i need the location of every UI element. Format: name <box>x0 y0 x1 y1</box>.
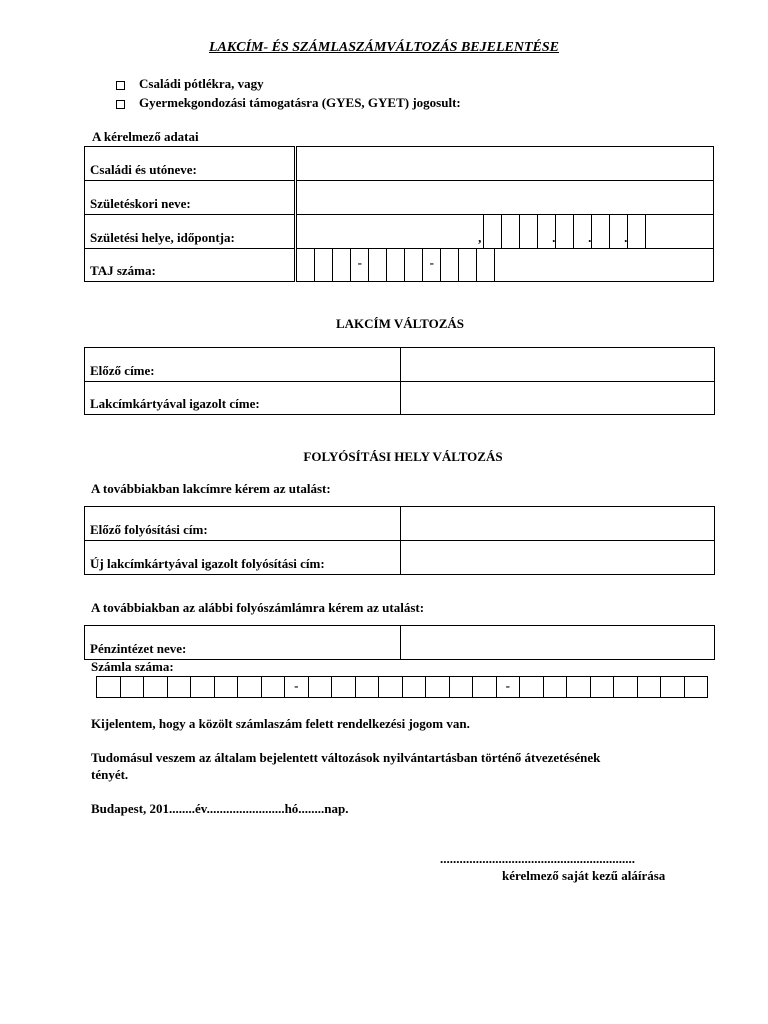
dot-separator: . <box>588 230 592 245</box>
account-digit-cell[interactable] <box>685 677 708 697</box>
comma-separator: , <box>478 230 482 245</box>
previous-payment-row <box>85 507 715 541</box>
account-digit-cell[interactable] <box>121 677 145 697</box>
taj-digit-cell[interactable] <box>351 249 369 281</box>
form-title: LAKCÍM- ÉS SZÁMLASZÁMVÁLTOZÁS BEJELENTÉSE <box>209 40 559 55</box>
account-digit-cell[interactable] <box>238 677 262 697</box>
new-payment-row <box>85 541 715 575</box>
account-digit-cell[interactable] <box>262 677 286 697</box>
date-digit-cell[interactable] <box>484 215 502 248</box>
account-digit-cell[interactable] <box>97 677 121 697</box>
account-digit-cell[interactable] <box>567 677 591 697</box>
date-digit-cell[interactable] <box>628 215 646 248</box>
checkbox-icon[interactable] <box>116 81 125 90</box>
new-payment-field[interactable] <box>400 541 714 575</box>
bank-table <box>84 625 715 660</box>
institution-label: Pénzintézet neve: <box>85 626 401 660</box>
account-digit-cell[interactable] <box>285 677 309 697</box>
account-digit-cell[interactable] <box>473 677 497 697</box>
new-payment-label: Új lakcímkártyával igazolt folyósítási cím: <box>85 541 401 575</box>
taj-digit-cell[interactable] <box>459 249 477 281</box>
previous-payment-field[interactable] <box>400 507 714 541</box>
card-address-field[interactable] <box>400 382 714 415</box>
previous-address-label: Előző címe: <box>85 348 401 382</box>
checkbox-family-allowance[interactable] <box>116 76 264 92</box>
dash-separator: - <box>505 678 510 693</box>
taj-blank-area <box>495 249 713 281</box>
date-digit-cell[interactable] <box>610 215 628 248</box>
dash-separator: - <box>357 255 362 270</box>
account-digit-cell[interactable] <box>591 677 615 697</box>
payment-change-table <box>84 506 715 575</box>
taj-digit-cell[interactable] <box>297 249 315 281</box>
previous-payment-label: Előző folyósítási cím: <box>85 507 401 541</box>
account-digit-cell[interactable] <box>450 677 474 697</box>
signature-line[interactable]: ............................................................ <box>440 851 635 866</box>
taj-field[interactable] <box>296 249 714 282</box>
taj-digit-cell[interactable] <box>405 249 423 281</box>
account-digit-cell[interactable] <box>144 677 168 697</box>
declaration-acknowledgement-line1: Tudomásul veszem az általam bejelentett változások nyilvántartásban történő átvezetésének <box>91 750 601 765</box>
taj-label: TAJ száma: <box>85 249 296 282</box>
dash-separator: - <box>294 678 299 693</box>
account-digit-cell[interactable] <box>638 677 662 697</box>
account-digit-cell[interactable] <box>661 677 685 697</box>
date-digit-cell[interactable] <box>538 215 556 248</box>
account-digit-cell[interactable] <box>215 677 239 697</box>
taj-digit-cell[interactable] <box>387 249 405 281</box>
card-address-row <box>85 382 715 415</box>
account-digit-cell[interactable] <box>191 677 215 697</box>
birth-place-date-field[interactable] <box>296 215 714 249</box>
date-line[interactable]: Budapest, 201........év........................hó........nap. <box>91 801 349 816</box>
taj-digit-cell[interactable] <box>315 249 333 281</box>
date-digit-cell[interactable] <box>592 215 610 248</box>
card-address-label: Lakcímkártyával igazolt címe: <box>85 382 401 415</box>
taj-digit-cell[interactable] <box>441 249 459 281</box>
account-digit-cell[interactable] <box>309 677 333 697</box>
declaration-acknowledgement-line2: tényét. <box>91 767 129 782</box>
account-digit-cell[interactable] <box>379 677 403 697</box>
birth-place-date-label: Születési helye, időpontja: <box>85 215 296 249</box>
institution-field[interactable] <box>400 626 714 660</box>
applicant-birthname-row <box>85 181 714 215</box>
account-digit-cell[interactable] <box>544 677 568 697</box>
account-digit-cell[interactable] <box>168 677 192 697</box>
taj-digit-cell[interactable] <box>333 249 351 281</box>
dot-separator: . <box>552 230 556 245</box>
taj-digit-cell[interactable] <box>477 249 495 281</box>
account-digit-cell[interactable] <box>520 677 544 697</box>
institution-row <box>85 626 715 660</box>
applicant-name-row <box>85 147 714 181</box>
dash-separator: - <box>429 255 434 270</box>
account-digit-cell[interactable] <box>403 677 427 697</box>
applicant-table <box>84 146 714 282</box>
applicant-taj-row <box>85 249 714 282</box>
checkbox-label: Gyermekgondozási támogatásra (GYES, GYET) jogosult: <box>139 95 461 110</box>
dot-separator: . <box>624 230 628 245</box>
declaration-account-rights: Kijelentem, hogy a közölt számlaszám felett rendelkezési jogom van. <box>91 716 470 731</box>
date-digit-cell[interactable] <box>574 215 592 248</box>
birth-name-field[interactable] <box>296 181 714 215</box>
checkbox-label: Családi pótlékra, vagy <box>139 76 264 91</box>
date-digit-cell[interactable] <box>502 215 520 248</box>
address-change-table <box>84 347 715 415</box>
birth-name-label: Születéskori neve: <box>85 181 296 215</box>
account-digit-cell[interactable] <box>332 677 356 697</box>
account-label: Számla száma: <box>91 659 174 674</box>
date-digit-cell[interactable] <box>520 215 538 248</box>
date-digit-cell[interactable] <box>556 215 574 248</box>
date-digit-cell[interactable] <box>646 215 713 248</box>
applicant-heading: A kérelmező adatai <box>92 129 199 144</box>
payment-change-heading: FOLYÓSÍTÁSI HELY VÁLTOZÁS <box>303 449 503 464</box>
taj-digit-cell[interactable] <box>423 249 441 281</box>
taj-digit-cell[interactable] <box>369 249 387 281</box>
name-label: Családi és utóneve: <box>85 147 296 181</box>
previous-address-row <box>85 348 715 382</box>
bank-intro: A továbbiakban az alábbi folyószámlámra kérem az utalást: <box>91 600 425 615</box>
checkbox-icon[interactable] <box>116 100 125 109</box>
address-change-heading: LAKCÍM VÁLTOZÁS <box>336 316 464 331</box>
checkbox-childcare-support[interactable] <box>116 95 461 111</box>
signature-caption: kérelmező saját kezű aláírása <box>502 868 666 883</box>
payment-change-intro: A továbbiakban lakcímre kérem az utalást: <box>91 481 331 496</box>
name-field[interactable] <box>296 147 714 181</box>
previous-address-field[interactable] <box>400 348 714 382</box>
account-digit-cell[interactable] <box>356 677 380 697</box>
applicant-birthplace-row <box>85 215 714 249</box>
account-digit-cell[interactable] <box>614 677 638 697</box>
account-digit-cell[interactable] <box>497 677 521 697</box>
account-number-field[interactable] <box>96 676 708 698</box>
birth-place-cell[interactable] <box>297 215 484 248</box>
account-digit-cell[interactable] <box>426 677 450 697</box>
